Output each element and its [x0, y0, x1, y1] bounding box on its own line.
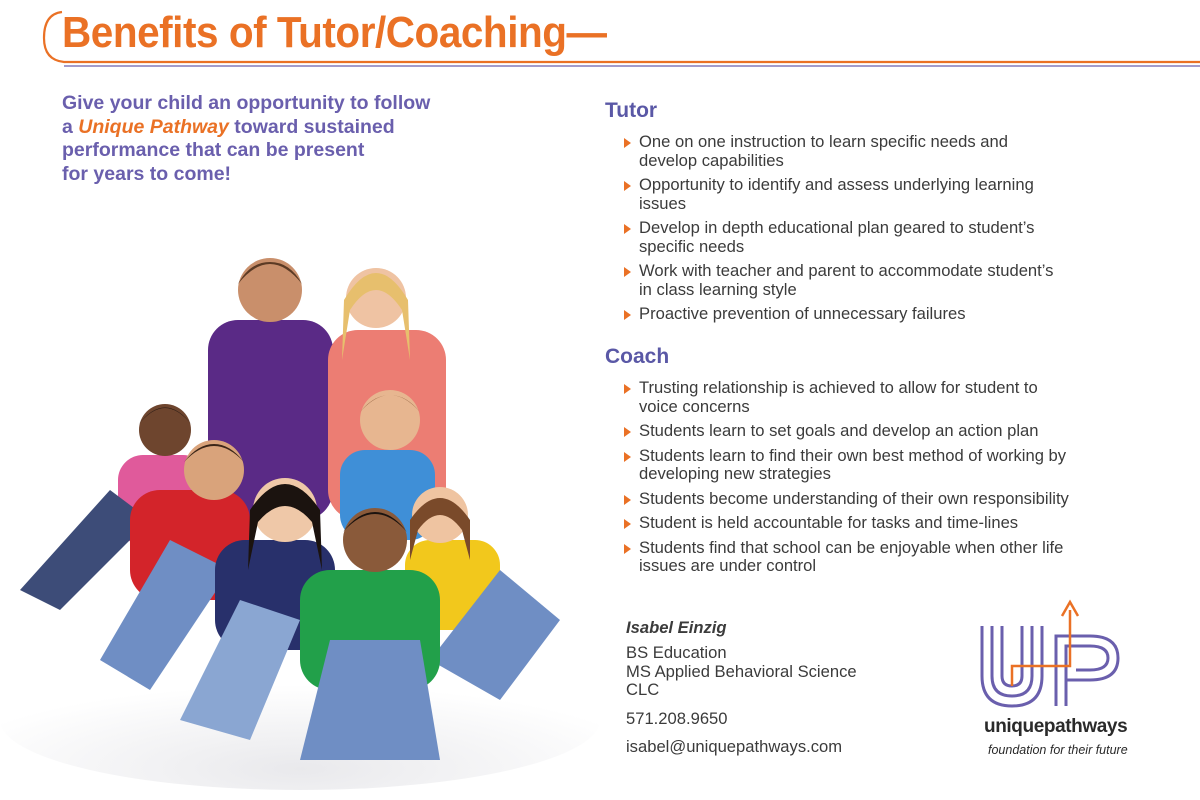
list-item	[624, 490, 1159, 509]
bullet-arrow-icon	[624, 224, 631, 234]
list-item-text: Develop in depth educational plan geared to student’s specific needs	[639, 218, 1035, 256]
intro-line-2-prefix: a	[62, 115, 79, 138]
list-item	[624, 262, 1064, 299]
contact-phone: 571.208.9650	[626, 708, 728, 728]
list-item-text: One on one instruction to learn specific needs and develop capabilities	[639, 132, 1008, 170]
intro-highlight: Unique Pathway	[78, 115, 229, 138]
bullet-arrow-icon	[624, 181, 631, 191]
list-item	[624, 379, 1079, 416]
credential: MS Applied Behavioral Science	[626, 661, 857, 681]
list-item-text: Students find that school can be enjoyable when other life issues are under control	[639, 537, 1064, 575]
contact-block	[626, 618, 946, 757]
bullet-arrow-icon	[624, 544, 631, 554]
credential: CLC	[626, 680, 660, 699]
bullet-arrow-icon	[624, 384, 631, 394]
list-item-text: Students become understanding of their own responsibility	[639, 488, 1069, 508]
list-item	[624, 133, 1064, 170]
logo-wordmark: uniquepathways	[984, 716, 1128, 737]
list-item-text: Student is held accountable for tasks and time-lines	[639, 513, 1019, 532]
intro-line-2-suffix: toward sustained	[228, 115, 395, 138]
bullet-arrow-icon	[624, 452, 631, 462]
bullet-arrow-icon	[624, 495, 631, 505]
list-item-text: Students learn to set goals and develop an action plan	[639, 421, 1039, 440]
list-item	[624, 176, 1064, 213]
bullet-arrow-icon	[624, 267, 631, 277]
intro-text	[62, 92, 502, 186]
tutor-list	[624, 133, 1064, 330]
children-group-photo	[0, 240, 600, 800]
bullet-arrow-icon	[624, 427, 631, 437]
page-title: Benefits of Tutor/Coaching—	[62, 8, 607, 57]
bullet-arrow-icon	[624, 138, 631, 148]
list-item-text: Work with teacher and parent to accommodate student’s in class learning style	[639, 261, 1054, 299]
intro-line-3: performance that can be present	[62, 139, 365, 161]
list-item-text: Opportunity to identify and assess underlying learning issues	[639, 175, 1034, 213]
intro-line-4: for years to come!	[62, 162, 232, 185]
list-item	[624, 305, 1064, 324]
credential: BS Education	[626, 643, 727, 662]
bullet-arrow-icon	[624, 310, 631, 320]
list-item	[624, 219, 1064, 256]
list-item	[624, 539, 1109, 576]
contact-email[interactable]: isabel@uniquepathways.com	[626, 737, 843, 756]
contact-name: Isabel Einzig	[626, 618, 727, 637]
coach-list	[624, 379, 1124, 582]
list-item-text: Students learn to find their own best method of working by developing new strategies	[639, 445, 1067, 483]
coach-heading: Coach	[605, 345, 670, 368]
logo-tagline: foundation for their future	[988, 743, 1128, 757]
list-item	[624, 447, 1119, 484]
unique-pathways-logo	[970, 596, 1150, 716]
list-item	[624, 422, 1124, 441]
intro-line-1: Give your child an opportunity to follow	[62, 92, 431, 114]
list-item-text: Trusting relationship is achieved to allow for student to voice concerns	[639, 378, 1038, 416]
tutor-heading: Tutor	[605, 99, 658, 122]
list-item-text: Proactive prevention of unnecessary failures	[639, 304, 966, 323]
list-item	[624, 514, 1124, 533]
bullet-arrow-icon	[624, 519, 631, 529]
